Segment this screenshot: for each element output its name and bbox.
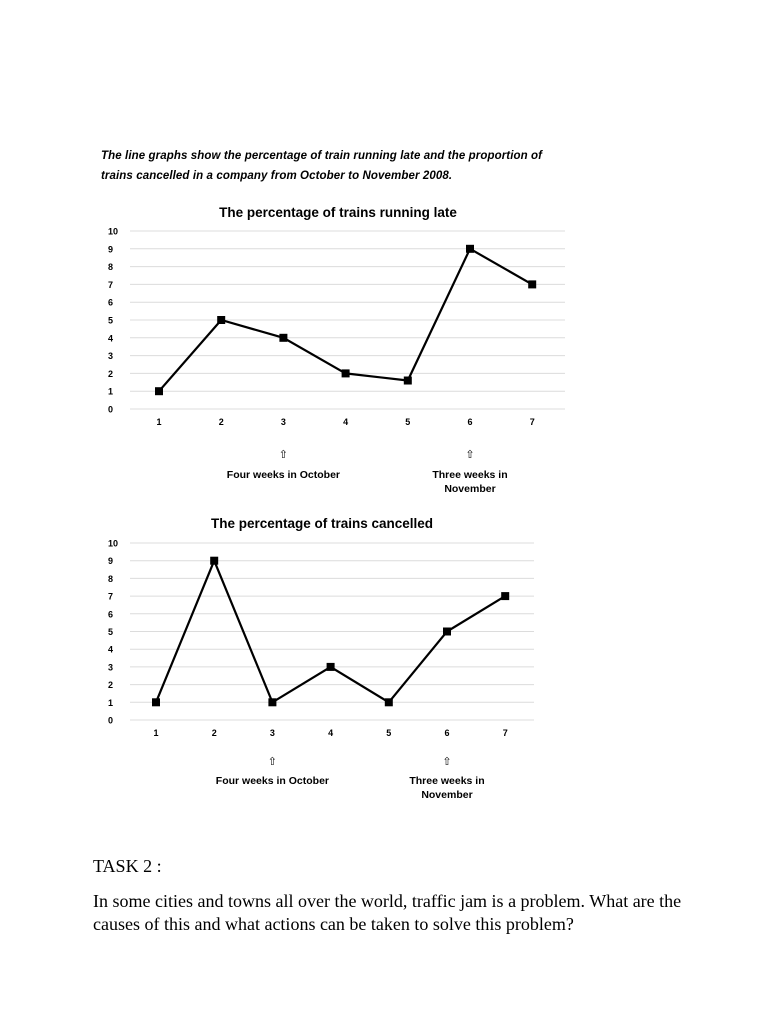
y-tick-label: 3 [108,351,114,362]
x-tick-label: 3 [280,417,286,427]
y-tick-label: 3 [108,662,114,673]
y-tick-label: 1 [108,697,114,708]
y-tick-label: 0 [108,715,114,726]
period-label: Four weeks in October [226,469,341,481]
x-tick-label: 7 [502,728,508,738]
y-tick-label: 6 [108,609,114,620]
y-tick-label: 5 [108,627,114,637]
chart-title: The percentage of trains cancelled [210,516,434,531]
data-point-marker [155,387,163,395]
period-label: Three weeks in [432,469,508,481]
up-arrow-icon: ⇧ [278,449,289,461]
x-tick-label: 7 [529,417,535,427]
data-point-marker [501,592,509,600]
chart-description [101,146,621,186]
data-point-marker [404,377,412,385]
chart-description-line-2: trains cancelled in a company from October to November 2008. [101,170,453,182]
chart-description-line-1: The line graphs show the percentage of train running late and the proportion of [101,150,543,162]
y-tick-label: 10 [108,226,119,237]
x-tick-label: 1 [156,417,162,427]
x-tick-label: 4 [328,728,334,738]
task-prompt: In some cities and towns all over the world, traffic jam is a problem. What are the causes of this and what actions can be taken to solve this problem? [93,891,682,934]
y-tick-label: 10 [108,538,119,549]
x-tick-label: 3 [269,728,275,738]
task-heading: TASK 2 : [93,856,162,876]
data-point-marker [466,245,474,253]
y-tick-label: 8 [108,573,114,584]
x-tick-label: 5 [386,728,392,738]
y-tick-label: 4 [108,644,114,655]
up-arrow-icon: ⇧ [442,756,452,768]
period-label: Three weeks in [409,775,485,787]
period-label: November [444,483,496,495]
data-point-marker [152,698,160,706]
data-point-marker [279,334,287,342]
y-tick-label: 4 [108,333,114,344]
x-tick-label: 5 [405,417,411,427]
up-arrow-icon: ⇧ [267,756,278,768]
data-point-marker [210,557,218,565]
data-point-marker [327,663,335,671]
y-tick-label: 6 [108,297,114,308]
cancelled-trains-chart [0,506,600,806]
up-arrow-icon: ⇧ [465,449,475,461]
y-tick-label: 9 [108,244,114,255]
x-tick-label: 6 [444,728,450,738]
data-point-marker [342,369,350,377]
data-point-marker [217,316,225,324]
data-point-marker [528,280,536,288]
data-point-marker [385,698,393,706]
x-tick-label: 2 [218,417,224,427]
x-tick-label: 1 [153,728,159,738]
y-tick-label: 1 [108,386,114,397]
y-tick-label: 0 [108,404,114,415]
y-tick-label: 2 [108,680,114,691]
y-tick-label: 5 [108,315,114,326]
y-tick-label: 8 [108,262,114,273]
x-tick-label: 2 [211,728,217,738]
x-tick-label: 6 [467,417,473,427]
data-point-marker [268,698,276,706]
period-label: Four weeks in October [215,775,330,787]
chart-title: The percentage of trains running late [219,205,457,220]
y-tick-label: 9 [108,556,114,567]
period-label: November [421,789,473,801]
data-point-marker [443,628,451,636]
y-tick-label: 2 [108,368,114,379]
y-tick-label: 7 [108,591,114,602]
late-trains-chart [0,195,600,495]
y-tick-label: 7 [108,279,114,290]
x-tick-label: 4 [343,417,349,427]
